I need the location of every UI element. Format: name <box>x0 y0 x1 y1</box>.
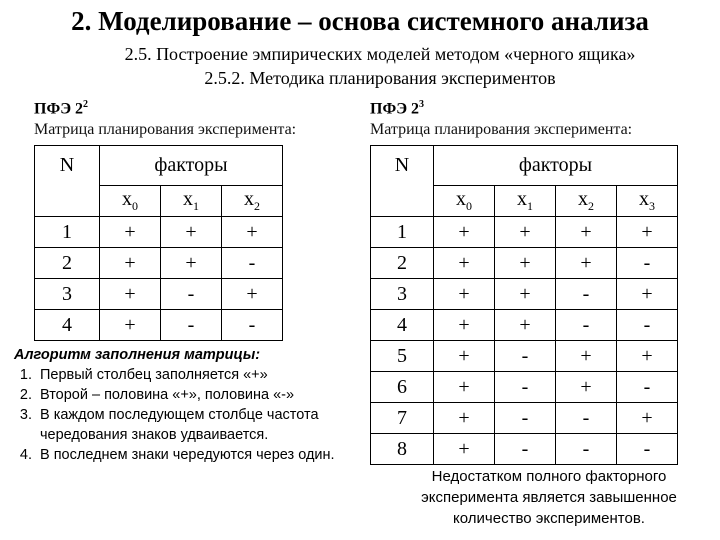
matrix-cell: + <box>495 279 556 310</box>
section-subtitle: 2.5. Построение эмпирических моделей методом «черного ящика» <box>124 44 636 64</box>
matrix-cell: + <box>434 434 495 465</box>
algorithm-heading: Алгоритм заполнения матрицы: <box>14 347 261 363</box>
matrix-cell: + <box>495 217 556 248</box>
table-row <box>371 341 678 372</box>
n-header: N <box>35 146 100 217</box>
table-row <box>35 310 283 341</box>
matrix-cell: - <box>556 434 617 465</box>
row-number: 4 <box>371 310 434 341</box>
matrix-cell: + <box>556 248 617 279</box>
row-number: 8 <box>371 434 434 465</box>
list-item: 3. В каждом последующем столбце частота чередования знаков удваивается. <box>36 405 349 445</box>
matrix-cell: - <box>495 403 556 434</box>
matrix-cell: + <box>556 372 617 403</box>
factor-header-x2: $x_2$ <box>222 186 283 217</box>
table-row <box>35 217 283 248</box>
matrix-cell: + <box>434 217 495 248</box>
matrix-cell: + <box>434 310 495 341</box>
factor-header-x0: $x_0$ <box>434 186 495 217</box>
matrix-cell: + <box>161 248 222 279</box>
matrix-cell: + <box>617 217 678 248</box>
left-pfe-label: ПФЭ $2^2$ <box>34 99 89 118</box>
matrix-cell: + <box>434 403 495 434</box>
table-row <box>371 310 678 341</box>
row-number: 6 <box>371 372 434 403</box>
algorithm-steps <box>14 365 349 465</box>
factor-header-x3: $x_3$ <box>617 186 678 217</box>
matrix-cell: + <box>100 217 161 248</box>
matrix-cell: + <box>100 310 161 341</box>
matrix-cell: + <box>434 248 495 279</box>
right-pfe-label: ПФЭ $2^3$ <box>370 99 425 118</box>
list-item: 4. В последнем знаки чередуются через один. <box>36 445 349 465</box>
row-number: 5 <box>371 341 434 372</box>
matrix-cell: - <box>617 372 678 403</box>
matrix-cell: - <box>222 310 283 341</box>
row-number: 4 <box>35 310 100 341</box>
factor-header-x2: $x_2$ <box>556 186 617 217</box>
factor-header-x1: $x_1$ <box>161 186 222 217</box>
matrix-cell: + <box>617 341 678 372</box>
factor-header-x0: $x_0$ <box>100 186 161 217</box>
matrix-cell: - <box>495 434 556 465</box>
left-plan-matrix <box>34 145 283 341</box>
left-matrix-label: Матрица планирования эксперимента: <box>34 121 297 138</box>
algorithm-block <box>14 345 349 465</box>
right-plan-matrix <box>370 145 678 465</box>
matrix-cell: + <box>617 403 678 434</box>
page-title: 2. Моделирование – основа системного анализа <box>71 6 649 36</box>
matrix-cell: + <box>495 248 556 279</box>
matrix-cell: + <box>161 217 222 248</box>
factors-header: факторы <box>100 146 283 186</box>
matrix-cell: + <box>434 279 495 310</box>
table-row <box>35 248 283 279</box>
matrix-cell: - <box>495 341 556 372</box>
right-matrix-label: Матрица планирования эксперимента: <box>370 121 633 138</box>
table-row <box>371 248 678 279</box>
row-number: 7 <box>371 403 434 434</box>
table-row <box>371 279 678 310</box>
matrix-cell: - <box>556 403 617 434</box>
matrix-cell: + <box>434 341 495 372</box>
factors-header: факторы <box>434 146 678 186</box>
list-item: 1. Первый столбец заполняется «+» <box>36 365 349 385</box>
row-number: 3 <box>35 279 100 310</box>
matrix-cell: - <box>495 372 556 403</box>
row-number: 3 <box>371 279 434 310</box>
matrix-cell: - <box>617 310 678 341</box>
matrix-cell: - <box>161 279 222 310</box>
matrix-cell: - <box>556 279 617 310</box>
table-row <box>371 372 678 403</box>
row-number: 2 <box>371 248 434 279</box>
matrix-cell: + <box>556 217 617 248</box>
matrix-cell: - <box>222 248 283 279</box>
row-number: 1 <box>371 217 434 248</box>
row-number: 2 <box>35 248 100 279</box>
matrix-cell: + <box>434 372 495 403</box>
table-row <box>371 217 678 248</box>
matrix-cell: + <box>222 217 283 248</box>
list-item: 2. Второй – половина «+», половина «-» <box>36 385 349 405</box>
matrix-cell: + <box>222 279 283 310</box>
matrix-cell: + <box>100 279 161 310</box>
matrix-cell: + <box>556 341 617 372</box>
subsection-subtitle: 2.5.2. Методика планирования экспериментов <box>204 68 556 88</box>
table-row <box>371 403 678 434</box>
matrix-cell: - <box>617 434 678 465</box>
n-header: N <box>371 146 434 217</box>
matrix-cell: + <box>100 248 161 279</box>
table-row <box>371 434 678 465</box>
factor-header-x1: $x_1$ <box>495 186 556 217</box>
matrix-cell: - <box>161 310 222 341</box>
drawback-note: Недостатком полного факторного эксперимента является завышенное количество экспериментов. <box>421 468 677 527</box>
row-number: 1 <box>35 217 100 248</box>
matrix-cell: + <box>617 279 678 310</box>
matrix-cell: - <box>617 248 678 279</box>
table-row <box>35 279 283 310</box>
matrix-cell: - <box>556 310 617 341</box>
matrix-cell: + <box>495 310 556 341</box>
